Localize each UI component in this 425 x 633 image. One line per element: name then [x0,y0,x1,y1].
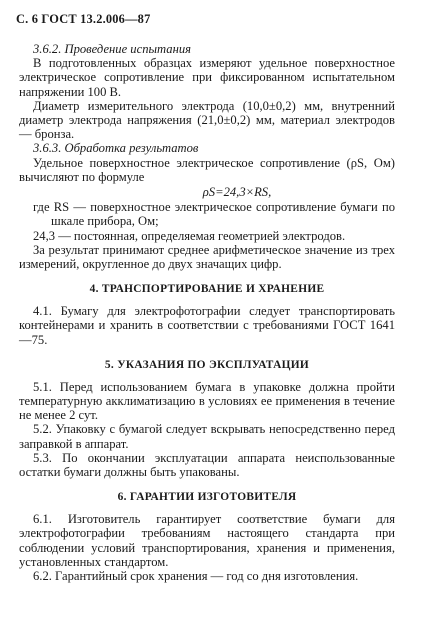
paragraph-result: За результат принимают среднее арифметическое значение из трех измерений, округленное до двух значащих цифр. [19,242,395,272]
paragraph-5-1: 5.1. Перед использованием бумага в упаковке должна пройти температурную акклиматизацию в условиях ее применения в течение не менее 2 сут. [19,379,395,423]
paragraph-4-1: 4.1. Бумагу для электрофотографии следует транспортировать контейнерами и хранить в соответствии с требованиями ГОСТ 1641—75. [19,304,395,347]
paragraph-3-6-2: В подготовленных образцах измеряют удельное поверхностное электрическое сопротивление при фиксированном испытательном напряжении 100 В. [19,56,395,99]
paragraph-5-3: 5.3. По окончании эксплуатации аппарата неиспользованные остатки бумаги должны быть упакованы. [19,450,395,480]
formula-legend-rs: где RS — поверхностное электрическое сопротивление бумаги по шкале прибора, Ом; [33,200,395,229]
section-title-5: 5. УКАЗАНИЯ ПО ЭКСПЛУАТАЦИИ [104,358,310,371]
section-title-6: 6. ГАРАНТИИ ИЗГОТОВИТЕЛЯ [117,491,297,504]
paragraph-electrode-diameter: Диаметр измерительного электрода (10,0±0,2) мм, внутренний диаметр электрода напряжения (21,0±0,2) мм, материал электродов — бронза. [19,98,395,142]
paragraph-6-1: 6.1. Изготовитель гарантирует соответствие бумаги для электрофотографии требованиям настоящего стандарта при соблюдении условий транспортирования, хранения и применения, установленных стандартом. [19,512,395,569]
paragraph-5-2: 5.2. Упаковку с бумагой следует вскрывать непосредственно перед заправкой в аппарат. [19,422,395,451]
section-title-4: 4. ТРАНСПОРТИРОВАНИЕ И ХРАНЕНИЕ [89,283,325,296]
paragraph-6-2: 6.2. Гарантийный срок хранения — год со дня изготовления. [33,569,359,584]
page-header: С. 6 ГОСТ 13.2.006—87 [16,12,151,26]
formula: ρS=24,3×RS, [202,185,272,200]
subsection-title-3-6-2: 3.6.2. Проведение испытания [33,42,191,56]
subsection-title-3-6-3: 3.6.3. Обработка результатов [33,141,199,156]
document-body [19,42,395,583]
formula-legend-constant: 24,3 — постоянная, определяемая геометрией электродов. [33,228,346,243]
paragraph-3-6-3: Удельное поверхностное электрическое сопротивление (ρS, Ом) вычисляют по формуле [19,155,395,184]
